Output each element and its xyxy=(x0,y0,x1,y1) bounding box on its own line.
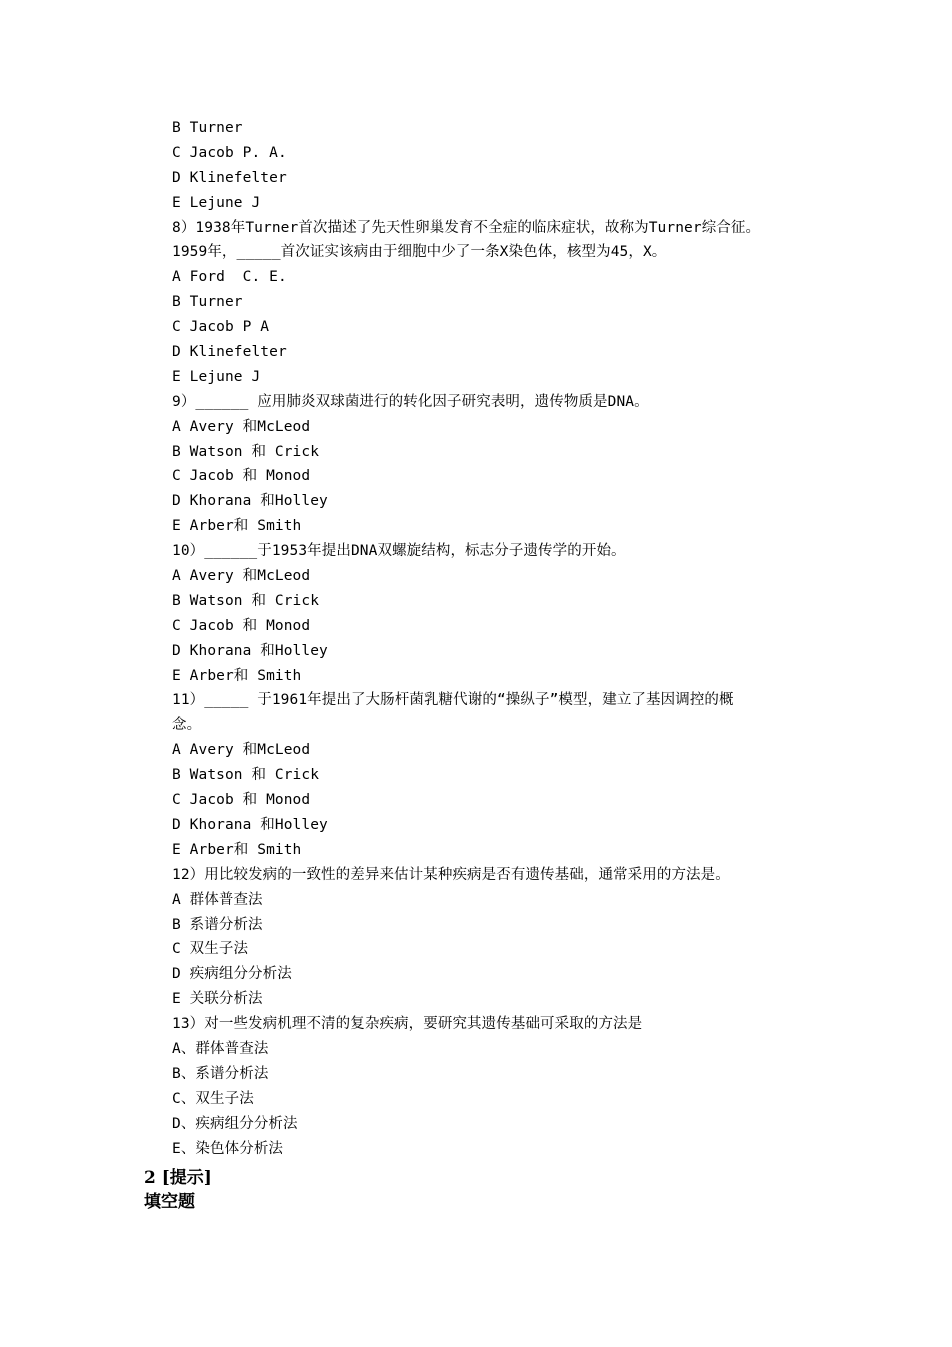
question-11-stem-cont: 念。 xyxy=(172,717,202,734)
option-line: C 双生子法 xyxy=(172,941,249,958)
question-list xyxy=(172,116,822,1161)
option-line: C Jacob 和 Monod xyxy=(172,792,311,809)
question-8-stem-cont: 1959年，_____首次证实该病由于细胞中少了一条X染色体，核型为45，X。 xyxy=(172,244,667,261)
option-line: B、系谱分析法 xyxy=(172,1065,269,1082)
option-line: E 关联分析法 xyxy=(172,991,263,1008)
option-line: A 群体普查法 xyxy=(172,891,263,908)
option-line: E Arber和 Smith xyxy=(172,518,302,535)
option-line: D Klinefelter xyxy=(172,344,287,361)
option-line: B Watson 和 Crick xyxy=(172,767,320,784)
section-hint: 2 [提示] xyxy=(144,1168,212,1188)
question-9-stem: 9）______ 应用肺炎双球菌进行的转化因子研究表明，遗传物质是DNA。 xyxy=(172,393,649,410)
option-line: D、疾病组分分析法 xyxy=(172,1115,298,1132)
option-line: E Lejune J xyxy=(172,194,261,211)
option-line: C Jacob 和 Monod xyxy=(172,468,311,485)
option-line: B Turner xyxy=(172,120,243,136)
option-line: A Avery 和McLeod xyxy=(172,418,311,435)
option-line: D Klinefelter xyxy=(172,169,287,186)
option-line: C、双生子法 xyxy=(172,1090,254,1107)
option-line: C Jacob 和 Monod xyxy=(172,617,311,634)
option-line: B Watson 和 Crick xyxy=(172,443,320,460)
option-line: C Jacob P. A. xyxy=(172,144,287,161)
option-line: A Avery 和McLeod xyxy=(172,568,311,585)
question-10-stem: 10）______于1953年提出DNA双螺旋结构，标志分子遗传学的开始。 xyxy=(172,543,626,560)
option-line: D 疾病组分分析法 xyxy=(172,966,292,983)
option-line: E、染色体分析法 xyxy=(172,1140,284,1157)
option-line: B Watson 和 Crick xyxy=(172,592,320,609)
option-line: D Khorana 和Holley xyxy=(172,642,328,659)
option-line: B 系谱分析法 xyxy=(172,916,263,933)
option-line: D Khorana 和Holley xyxy=(172,816,328,833)
option-line: A、群体普查法 xyxy=(172,1040,269,1057)
section-title: 填空题 xyxy=(144,1192,195,1212)
option-line: D Khorana 和Holley xyxy=(172,493,328,510)
option-line: C Jacob P A xyxy=(172,319,270,336)
question-12-stem: 12）用比较发病的一致性的差异来估计某种疾病是否有遗传基础，通常采用的方法是。 xyxy=(172,866,730,883)
question-8-stem: 8）1938年Turner首次描述了先天性卵巢发育不全症的临床症状，故称为Turner综合征。 xyxy=(172,219,761,236)
option-line: A Avery 和McLeod xyxy=(172,742,311,759)
question-11-stem: 11）_____ 于1961年提出了大肠杆菌乳糖代谢的“操纵子”模型，建立了基因调控的概 xyxy=(172,692,734,709)
option-line: A Ford C. E. xyxy=(172,269,287,286)
option-line: B Turner xyxy=(172,294,243,311)
option-line: E Arber和 Smith xyxy=(172,667,302,684)
option-line: E Lejune J xyxy=(172,368,261,385)
question-13-stem: 13）对一些发病机理不清的复杂疾病，要研究其遗传基础可采取的方法是 xyxy=(172,1016,643,1033)
option-line: E Arber和 Smith xyxy=(172,841,302,858)
